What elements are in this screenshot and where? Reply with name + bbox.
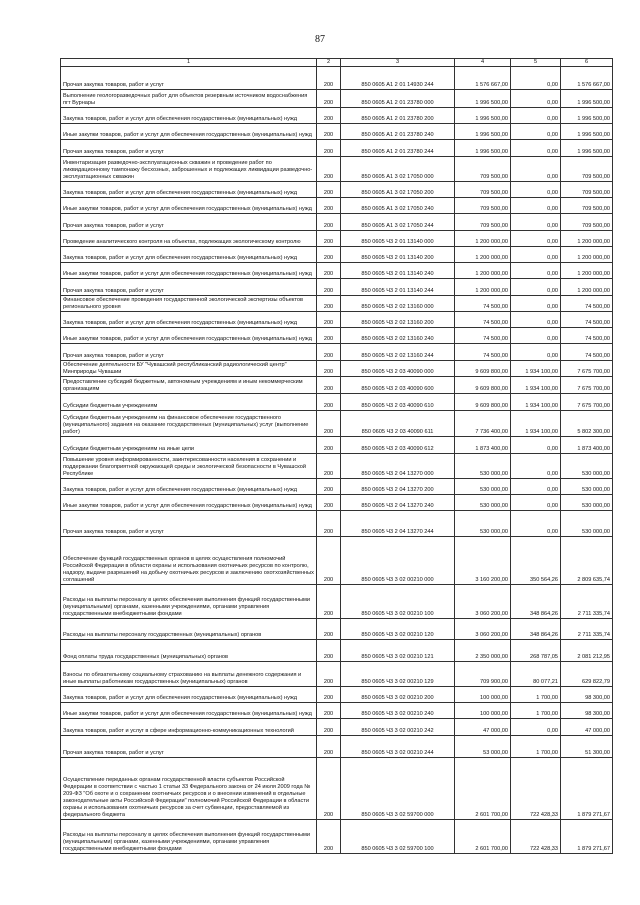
row-total-cell: 709 500,00 — [561, 157, 613, 182]
row-total-cell: 74 500,00 — [561, 344, 613, 361]
row-code-cell: 200 — [317, 640, 341, 662]
table-row — [61, 511, 613, 537]
table-row — [61, 703, 613, 719]
row-name-cell: Закупка товаров, работ и услуг для обеспечения государственных (муниципальных) нужд — [61, 479, 317, 495]
row-code-cell: 200 — [317, 214, 341, 231]
row-code-cell: 200 — [317, 312, 341, 328]
row-name-cell: Инвентаризация разведочно-эксплуатационных скважин и проведение работ по ликвидационному тампонажу бесхозных, заброшенных и подлежащих ликвидации разведочно-эксплуатационных скважин — [61, 157, 317, 182]
row-code-cell: 200 — [317, 585, 341, 619]
row-approved-cell: 530 000,00 — [455, 479, 511, 495]
row-change-cell: 80 077,21 — [511, 662, 561, 687]
row-kbk-cell: 850 0605 Ч3 2 02 13160 240 — [341, 328, 455, 344]
row-kbk-cell: 850 0605 Ч3 2 04 13270 240 — [341, 495, 455, 511]
row-total-cell: 74 500,00 — [561, 296, 613, 312]
row-change-cell: 0,00 — [511, 328, 561, 344]
row-code-cell: 200 — [317, 820, 341, 854]
row-name-cell: Расходы на выплаты персоналу государственных (муниципальных) органов — [61, 619, 317, 640]
row-change-cell: 348 864,26 — [511, 585, 561, 619]
row-name-cell: Иные закупки товаров, работ и услуг для обеспечения государственных (муниципальных) нужд — [61, 198, 317, 214]
row-change-cell: 0,00 — [511, 90, 561, 108]
row-change-cell: 0,00 — [511, 495, 561, 511]
row-code-cell: 200 — [317, 263, 341, 279]
table-row — [61, 124, 613, 140]
row-total-cell: 1 200 000,00 — [561, 247, 613, 263]
table-row — [61, 411, 613, 437]
row-total-cell: 1 996 500,00 — [561, 108, 613, 124]
row-name-cell: Иные закупки товаров, работ и услуг для обеспечения государственных (муниципальных) нужд — [61, 263, 317, 279]
row-total-cell: 2 711 335,74 — [561, 585, 613, 619]
row-total-cell: 530 000,00 — [561, 511, 613, 537]
row-approved-cell: 3 060 200,00 — [455, 619, 511, 640]
row-total-cell: 74 500,00 — [561, 328, 613, 344]
row-change-cell: 0,00 — [511, 140, 561, 157]
row-kbk-cell: 850 0605 Ч3 2 02 13160 200 — [341, 312, 455, 328]
table-row — [61, 344, 613, 361]
table-row — [61, 312, 613, 328]
row-kbk-cell: 850 0605 Ч3 2 02 13160 000 — [341, 296, 455, 312]
row-change-cell: 0,00 — [511, 124, 561, 140]
row-name-cell: Иные закупки товаров, работ и услуг для обеспечения государственных (муниципальных) нужд — [61, 124, 317, 140]
table-row — [61, 537, 613, 585]
row-name-cell: Расходы на выплаты персоналу в целях обеспечения выполнения функций государственными (муниципальными) органами, казенными учреждениями, органами управления государственными внебюджетными фондами — [61, 585, 317, 619]
row-total-cell: 709 500,00 — [561, 198, 613, 214]
row-approved-cell: 74 500,00 — [455, 296, 511, 312]
row-approved-cell: 100 000,00 — [455, 687, 511, 703]
row-kbk-cell: 850 0605 Ч3 3 02 00210 244 — [341, 736, 455, 758]
budget-table — [60, 58, 613, 854]
row-code-cell: 200 — [317, 361, 341, 377]
row-approved-cell: 1 576 667,00 — [455, 67, 511, 90]
row-total-cell: 1 200 000,00 — [561, 231, 613, 247]
row-kbk-cell: 850 0605 А1 2 01 23780 200 — [341, 108, 455, 124]
row-name-cell: Закупка товаров, работ и услуг в сфере информационно-коммуникационных технологий — [61, 719, 317, 736]
row-name-cell: Фонд оплаты труда государственных (муниципальных) органов — [61, 640, 317, 662]
row-approved-cell: 709 500,00 — [455, 214, 511, 231]
header-row — [61, 59, 613, 67]
row-code-cell: 200 — [317, 90, 341, 108]
row-kbk-cell: 850 0605 Ч3 2 04 13270 244 — [341, 511, 455, 537]
row-approved-cell: 530 000,00 — [455, 495, 511, 511]
row-change-cell: 0,00 — [511, 437, 561, 454]
row-change-cell: 0,00 — [511, 511, 561, 537]
row-code-cell: 200 — [317, 328, 341, 344]
column-header: 3 — [341, 59, 455, 67]
row-name-cell: Обеспечение функций государственных органов в целях осуществления полномочий Российской Федерации в области охраны и использования охотничьих ресурсов по контролю, надзору, выдаче разрешений на добычу охотничьих ресурсов и заключению охотхозяйственных соглашений — [61, 537, 317, 585]
row-change-cell: 1 700,00 — [511, 703, 561, 719]
row-code-cell: 200 — [317, 758, 341, 820]
row-total-cell: 1 200 000,00 — [561, 279, 613, 296]
row-kbk-cell: 850 0605 Ч3 3 02 00210 240 — [341, 703, 455, 719]
row-name-cell: Обеспечение деятельности БУ "Чувашский республиканский радиологический центр" Минприроды Чувашии — [61, 361, 317, 377]
row-code-cell: 200 — [317, 377, 341, 394]
table-row — [61, 394, 613, 411]
row-code-cell: 200 — [317, 231, 341, 247]
row-code-cell: 200 — [317, 703, 341, 719]
row-kbk-cell: 850 0605 Ч3 3 02 00210 242 — [341, 719, 455, 736]
row-change-cell: 1 934 100,00 — [511, 394, 561, 411]
row-code-cell: 200 — [317, 537, 341, 585]
table-row — [61, 437, 613, 454]
row-approved-cell: 74 500,00 — [455, 312, 511, 328]
row-kbk-cell: 850 0605 А1 2 01 23780 240 — [341, 124, 455, 140]
table-row — [61, 758, 613, 820]
row-name-cell: Повышение уровня информированности, заинтересованности населения в сохранении и поддержании благоприятной окружающей среды и экологической безопасности в Чувашской Республике — [61, 454, 317, 479]
row-code-cell: 200 — [317, 394, 341, 411]
table-row — [61, 585, 613, 619]
row-kbk-cell: 850 0605 Ч3 2 03 40090 612 — [341, 437, 455, 454]
row-name-cell: Прочая закупка товаров, работ и услуг — [61, 344, 317, 361]
row-change-cell: 0,00 — [511, 454, 561, 479]
row-change-cell: 0,00 — [511, 312, 561, 328]
row-name-cell: Иные закупки товаров, работ и услуг для обеспечения государственных (муниципальных) нужд — [61, 703, 317, 719]
row-change-cell: 1 934 100,00 — [511, 411, 561, 437]
row-total-cell: 51 300,00 — [561, 736, 613, 758]
row-kbk-cell: 850 0605 Ч3 3 02 00210 121 — [341, 640, 455, 662]
row-change-cell: 0,00 — [511, 214, 561, 231]
row-name-cell: Субсидии бюджетным учреждениям — [61, 394, 317, 411]
row-kbk-cell: 850 0605 А1 3 02 17050 200 — [341, 182, 455, 198]
row-approved-cell: 1 200 000,00 — [455, 263, 511, 279]
row-change-cell: 0,00 — [511, 182, 561, 198]
table-row — [61, 736, 613, 758]
table-row — [61, 640, 613, 662]
row-name-cell: Прочая закупка товаров, работ и услуг — [61, 736, 317, 758]
row-name-cell: Расходы на выплаты персоналу в целях обеспечения выполнения функций государственными (муниципальными) органами, казенными учреждениями, органами управления государственными внебюджетными фондами — [61, 820, 317, 854]
table-row — [61, 67, 613, 90]
row-approved-cell: 53 000,00 — [455, 736, 511, 758]
row-kbk-cell: 850 0605 Ч3 2 03 40090 611 — [341, 411, 455, 437]
row-approved-cell: 1 200 000,00 — [455, 231, 511, 247]
row-code-cell: 200 — [317, 411, 341, 437]
row-total-cell: 709 500,00 — [561, 214, 613, 231]
table-row — [61, 214, 613, 231]
row-code-cell: 200 — [317, 736, 341, 758]
row-approved-cell: 709 500,00 — [455, 198, 511, 214]
row-name-cell: Финансовое обеспечение проведения государственной экологической экспертизы объектов регионального уровня — [61, 296, 317, 312]
row-name-cell: Предоставление субсидий бюджетным, автономным учреждениям и иным некоммерческим организациям — [61, 377, 317, 394]
row-code-cell: 200 — [317, 454, 341, 479]
row-total-cell: 98 300,00 — [561, 703, 613, 719]
row-kbk-cell: 850 0605 Ч3 3 02 59700 100 — [341, 820, 455, 854]
row-name-cell: Субсидии бюджетным учреждениям на финансовое обеспечение государственного (муниципального) задания на оказание государственных (муниципальных) услуг (выполнение работ) — [61, 411, 317, 437]
row-name-cell: Закупка товаров, работ и услуг для обеспечения государственных (муниципальных) нужд — [61, 312, 317, 328]
row-total-cell: 2 711 335,74 — [561, 619, 613, 640]
row-kbk-cell: 850 0605 Ч3 3 02 00210 200 — [341, 687, 455, 703]
row-code-cell: 200 — [317, 247, 341, 263]
row-code-cell: 200 — [317, 124, 341, 140]
table-row — [61, 454, 613, 479]
row-total-cell: 1 873 400,00 — [561, 437, 613, 454]
row-approved-cell: 7 736 400,00 — [455, 411, 511, 437]
row-total-cell: 1 879 271,67 — [561, 820, 613, 854]
row-change-cell: 0,00 — [511, 231, 561, 247]
row-name-cell: Закупка товаров, работ и услуг для обеспечения государственных (муниципальных) нужд — [61, 182, 317, 198]
row-total-cell: 1 996 500,00 — [561, 90, 613, 108]
row-code-cell: 200 — [317, 279, 341, 296]
row-code-cell: 200 — [317, 437, 341, 454]
row-change-cell: 0,00 — [511, 279, 561, 296]
row-total-cell: 1 996 500,00 — [561, 124, 613, 140]
row-approved-cell: 1 996 500,00 — [455, 140, 511, 157]
row-approved-cell: 1 996 500,00 — [455, 90, 511, 108]
row-approved-cell: 530 000,00 — [455, 454, 511, 479]
row-change-cell: 722 428,33 — [511, 758, 561, 820]
row-change-cell: 0,00 — [511, 479, 561, 495]
table-row — [61, 296, 613, 312]
column-header: 6 — [561, 59, 613, 67]
table-row — [61, 108, 613, 124]
row-kbk-cell: 850 0605 Ч3 2 02 13160 244 — [341, 344, 455, 361]
row-approved-cell: 9 609 800,00 — [455, 377, 511, 394]
row-code-cell: 200 — [317, 140, 341, 157]
table-row — [61, 619, 613, 640]
table-row — [61, 231, 613, 247]
table-row — [61, 495, 613, 511]
row-name-cell: Иные закупки товаров, работ и услуг для обеспечения государственных (муниципальных) нужд — [61, 495, 317, 511]
row-name-cell: Закупка товаров, работ и услуг для обеспечения государственных (муниципальных) нужд — [61, 687, 317, 703]
row-name-cell: Прочая закупка товаров, работ и услуг — [61, 140, 317, 157]
row-total-cell: 1 576 667,00 — [561, 67, 613, 90]
table-row — [61, 328, 613, 344]
column-header: 1 — [61, 59, 317, 67]
row-code-cell: 200 — [317, 157, 341, 182]
row-name-cell: Закупка товаров, работ и услуг для обеспечения государственных (муниципальных) нужд — [61, 108, 317, 124]
row-code-cell: 200 — [317, 662, 341, 687]
table-row — [61, 90, 613, 108]
row-name-cell: Прочая закупка товаров, работ и услуг — [61, 67, 317, 90]
row-total-cell: 530 000,00 — [561, 479, 613, 495]
row-total-cell: 47 000,00 — [561, 719, 613, 736]
row-change-cell: 0,00 — [511, 67, 561, 90]
row-change-cell: 0,00 — [511, 198, 561, 214]
table-row — [61, 263, 613, 279]
row-code-cell: 200 — [317, 619, 341, 640]
row-approved-cell: 1 996 500,00 — [455, 124, 511, 140]
row-approved-cell: 74 500,00 — [455, 328, 511, 344]
row-kbk-cell: 850 0605 Ч3 3 02 00210 120 — [341, 619, 455, 640]
row-name-cell: Осуществление переданных органам государственной власти субъектов Российской Федерации в соответствии с частью 1 статьи 33 Федерального закона от 24 июля 2009 года № 209-ФЗ "Об охоте и о сохранении охотничьих ресурсов и о внесении изменений в отдельные законодательные акты Российской Федерации" полномочий Российской Федерации в области охраны и использования охотничьих ресурсов за счет субвенции, предоставляемой из федерального бюджета — [61, 758, 317, 820]
row-change-cell: 1 934 100,00 — [511, 377, 561, 394]
row-total-cell: 629 822,79 — [561, 662, 613, 687]
column-header: 2 — [317, 59, 341, 67]
row-change-cell: 722 428,33 — [511, 820, 561, 854]
row-code-cell: 200 — [317, 108, 341, 124]
row-code-cell: 200 — [317, 344, 341, 361]
table-row — [61, 377, 613, 394]
row-code-cell: 200 — [317, 495, 341, 511]
row-change-cell: 0,00 — [511, 344, 561, 361]
row-approved-cell: 709 900,00 — [455, 662, 511, 687]
column-header: 5 — [511, 59, 561, 67]
row-kbk-cell: 850 0605 Ч3 2 03 40090 600 — [341, 377, 455, 394]
row-change-cell: 348 864,26 — [511, 619, 561, 640]
row-kbk-cell: 850 0605 Ч3 3 02 00210 129 — [341, 662, 455, 687]
row-change-cell: 0,00 — [511, 719, 561, 736]
row-change-cell: 1 700,00 — [511, 687, 561, 703]
row-approved-cell: 9 609 800,00 — [455, 361, 511, 377]
table-row — [61, 361, 613, 377]
row-approved-cell: 2 601 700,00 — [455, 820, 511, 854]
row-kbk-cell: 850 0605 Ч3 3 02 00210 000 — [341, 537, 455, 585]
row-approved-cell: 709 500,00 — [455, 182, 511, 198]
row-code-cell: 200 — [317, 198, 341, 214]
row-approved-cell: 100 000,00 — [455, 703, 511, 719]
row-change-cell: 0,00 — [511, 157, 561, 182]
row-name-cell: Проведение аналитического контроля на объектах, подлежащих экологическому контролю — [61, 231, 317, 247]
row-code-cell: 200 — [317, 511, 341, 537]
row-name-cell: Субсидии бюджетным учреждениям на иные цели — [61, 437, 317, 454]
row-total-cell: 7 675 700,00 — [561, 377, 613, 394]
row-total-cell: 1 879 271,67 — [561, 758, 613, 820]
row-approved-cell: 2 601 700,00 — [455, 758, 511, 820]
row-change-cell: 0,00 — [511, 108, 561, 124]
row-name-cell: Прочая закупка товаров, работ и услуг — [61, 279, 317, 296]
row-change-cell: 0,00 — [511, 263, 561, 279]
row-approved-cell: 1 873 400,00 — [455, 437, 511, 454]
row-total-cell: 2 809 635,74 — [561, 537, 613, 585]
row-total-cell: 5 802 300,00 — [561, 411, 613, 437]
row-approved-cell: 47 000,00 — [455, 719, 511, 736]
row-total-cell: 1 200 000,00 — [561, 263, 613, 279]
table-row — [61, 820, 613, 854]
row-approved-cell: 3 160 200,00 — [455, 537, 511, 585]
row-kbk-cell: 850 0605 Ч3 3 02 59700 000 — [341, 758, 455, 820]
row-change-cell: 0,00 — [511, 296, 561, 312]
row-name-cell: Прочая закупка товаров, работ и услуг — [61, 511, 317, 537]
row-kbk-cell: 850 0605 А1 3 02 17050 244 — [341, 214, 455, 231]
row-kbk-cell: 850 0605 А1 3 02 17050 240 — [341, 198, 455, 214]
row-name-cell: Закупка товаров, работ и услуг для обеспечения государственных (муниципальных) нужд — [61, 247, 317, 263]
row-total-cell: 98 300,00 — [561, 687, 613, 703]
table-row — [61, 662, 613, 687]
row-code-cell: 200 — [317, 182, 341, 198]
row-approved-cell: 2 350 000,00 — [455, 640, 511, 662]
row-code-cell: 200 — [317, 67, 341, 90]
row-name-cell: Выполнение геологоразведочных работ для объектов резервным источником водоснабжения пгт Вурнары — [61, 90, 317, 108]
table-row — [61, 479, 613, 495]
page-number: 87 — [315, 34, 325, 45]
table-row — [61, 279, 613, 296]
row-total-cell: 74 500,00 — [561, 312, 613, 328]
table-row — [61, 157, 613, 182]
row-total-cell: 7 675 700,00 — [561, 361, 613, 377]
row-code-cell: 200 — [317, 296, 341, 312]
row-kbk-cell: 850 0605 Ч3 2 04 13270 000 — [341, 454, 455, 479]
row-approved-cell: 1 996 500,00 — [455, 108, 511, 124]
row-code-cell: 200 — [317, 687, 341, 703]
table-row — [61, 247, 613, 263]
row-kbk-cell: 850 0605 Ч3 2 03 40090 610 — [341, 394, 455, 411]
table-row — [61, 719, 613, 736]
row-change-cell: 1 700,00 — [511, 736, 561, 758]
row-change-cell: 350 564,26 — [511, 537, 561, 585]
row-kbk-cell: 850 0605 А1 2 01 23780 244 — [341, 140, 455, 157]
row-kbk-cell: 850 0605 Ч3 2 01 13140 000 — [341, 231, 455, 247]
row-kbk-cell: 850 0605 А1 3 02 17050 000 — [341, 157, 455, 182]
row-kbk-cell: 850 0605 Ч3 2 01 13140 244 — [341, 279, 455, 296]
row-kbk-cell: 850 0605 Ч3 2 01 13140 200 — [341, 247, 455, 263]
row-name-cell: Иные закупки товаров, работ и услуг для обеспечения государственных (муниципальных) нужд — [61, 328, 317, 344]
row-total-cell: 530 000,00 — [561, 495, 613, 511]
row-name-cell: Прочая закупка товаров, работ и услуг — [61, 214, 317, 231]
row-total-cell: 709 500,00 — [561, 182, 613, 198]
column-header: 4 — [455, 59, 511, 67]
row-approved-cell: 3 060 200,00 — [455, 585, 511, 619]
row-total-cell: 2 081 212,95 — [561, 640, 613, 662]
row-total-cell: 7 675 700,00 — [561, 394, 613, 411]
row-kbk-cell: 850 0605 Ч3 2 04 13270 200 — [341, 479, 455, 495]
table-row — [61, 140, 613, 157]
row-kbk-cell: 850 0605 А1 2 01 23780 000 — [341, 90, 455, 108]
row-change-cell: 0,00 — [511, 247, 561, 263]
row-total-cell: 1 996 500,00 — [561, 140, 613, 157]
row-kbk-cell: 850 0605 Ч3 3 02 00210 100 — [341, 585, 455, 619]
row-kbk-cell: 850 0605 Ч3 2 01 13140 240 — [341, 263, 455, 279]
table-row — [61, 198, 613, 214]
row-kbk-cell: 850 0605 Ч3 2 03 40090 000 — [341, 361, 455, 377]
row-approved-cell: 74 500,00 — [455, 344, 511, 361]
row-name-cell: Взносы по обязательному социальному страхованию на выплаты денежного содержания и иные выплаты работникам государственных (муниципальных) органов — [61, 662, 317, 687]
row-code-cell: 200 — [317, 479, 341, 495]
row-approved-cell: 530 000,00 — [455, 511, 511, 537]
row-approved-cell: 1 200 000,00 — [455, 279, 511, 296]
table-row — [61, 687, 613, 703]
row-total-cell: 530 000,00 — [561, 454, 613, 479]
row-approved-cell: 709 500,00 — [455, 157, 511, 182]
row-change-cell: 1 934 100,00 — [511, 361, 561, 377]
row-approved-cell: 1 200 000,00 — [455, 247, 511, 263]
row-code-cell: 200 — [317, 719, 341, 736]
row-approved-cell: 9 609 800,00 — [455, 394, 511, 411]
row-kbk-cell: 850 0605 А1 2 01 14930 244 — [341, 67, 455, 90]
row-change-cell: 268 787,05 — [511, 640, 561, 662]
table-row — [61, 182, 613, 198]
